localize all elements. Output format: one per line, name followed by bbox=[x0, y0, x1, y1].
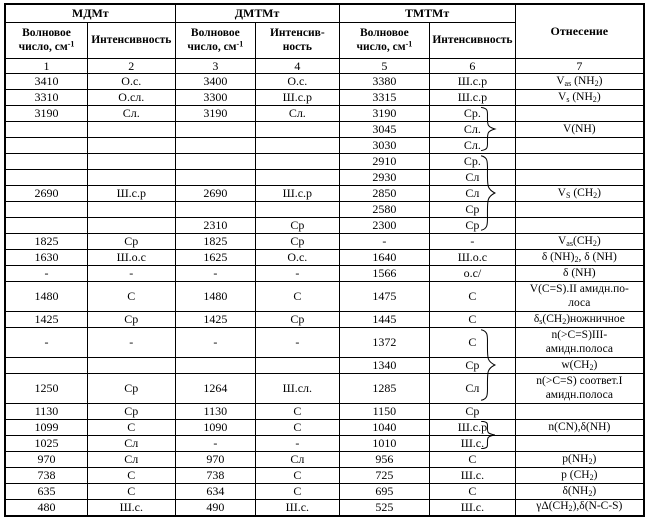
table-cell: 3190 bbox=[5, 106, 88, 122]
table-row bbox=[5, 266, 644, 282]
assignment-cell: $V_{as}(CH_2)$ bbox=[515, 234, 644, 250]
table-cell bbox=[88, 202, 176, 218]
column-numbers-row bbox=[5, 59, 644, 74]
table-cell: 1150 bbox=[339, 404, 430, 420]
table-cell bbox=[175, 154, 256, 170]
table-cell: С bbox=[256, 420, 340, 436]
table-cell: 1825 bbox=[5, 234, 88, 250]
table-cell: 525 bbox=[339, 500, 430, 516]
table-cell: 1475 bbox=[339, 282, 430, 312]
table-cell: Ср. bbox=[430, 106, 516, 122]
table-cell: Ш.с.р bbox=[430, 90, 516, 106]
table-cell: Ш.с. bbox=[430, 436, 516, 452]
table-row bbox=[5, 282, 644, 312]
assignment-cell bbox=[515, 170, 644, 186]
column-header-1: Волновое число, $см^{-1}$ bbox=[5, 23, 88, 59]
table-cell bbox=[5, 122, 88, 138]
table-cell: Сл. bbox=[256, 106, 340, 122]
table-cell: 480 bbox=[5, 500, 88, 516]
column-number-1: 1 bbox=[5, 59, 88, 74]
table-cell: С bbox=[88, 282, 176, 312]
table-cell: Ш.с. bbox=[256, 500, 340, 516]
assignment-cell: $\gamma\Delta(CH_2),\delta(N-C-S)$ bbox=[515, 500, 644, 516]
table-cell: Сл. bbox=[430, 122, 516, 138]
table-cell: - bbox=[88, 328, 176, 358]
table-cell: Ср bbox=[430, 358, 516, 374]
table-cell: 970 bbox=[175, 452, 256, 468]
table-cell: С bbox=[88, 484, 176, 500]
table-cell: 2910 bbox=[339, 154, 430, 170]
assignment-cell: $p(NH_2)$ bbox=[515, 452, 644, 468]
column-header-5: Волновое число, $см^{-1}$ bbox=[339, 23, 430, 59]
table-cell: С bbox=[88, 420, 176, 436]
table-row bbox=[5, 250, 644, 266]
table-cell: Сл bbox=[430, 374, 516, 404]
table-cell: Сл bbox=[430, 186, 516, 202]
assignment-cell: n(CN),δ(NH) bbox=[515, 420, 644, 436]
table-cell bbox=[5, 218, 88, 234]
table-cell: 1625 bbox=[175, 250, 256, 266]
table-row bbox=[5, 186, 644, 202]
table-cell: 1010 bbox=[339, 436, 430, 452]
table-cell: Ср bbox=[256, 218, 340, 234]
table-cell: Сл bbox=[430, 170, 516, 186]
table-cell: - bbox=[256, 328, 340, 358]
table-cell bbox=[175, 122, 256, 138]
table-cell: С bbox=[88, 468, 176, 484]
table-row bbox=[5, 74, 644, 90]
column-number-4: 4 bbox=[256, 59, 340, 74]
table-cell: 3030 bbox=[339, 138, 430, 154]
table-row bbox=[5, 484, 644, 500]
table-cell: 725 bbox=[339, 468, 430, 484]
table-cell: 3310 bbox=[5, 90, 88, 106]
table-cell: О.с. bbox=[88, 74, 176, 90]
group-header-1: МДМт bbox=[5, 4, 175, 23]
assignment-cell: δ (NH) bbox=[515, 266, 644, 282]
table-row bbox=[5, 452, 644, 468]
group-header-2: ДМТМт bbox=[175, 4, 339, 23]
table-cell bbox=[5, 138, 88, 154]
assignment-cell: n(>C=S)III- амидн.полоса bbox=[515, 328, 644, 358]
table-cell bbox=[256, 202, 340, 218]
table-row bbox=[5, 90, 644, 106]
table-cell: 970 bbox=[5, 452, 88, 468]
table-cell bbox=[256, 122, 340, 138]
table-cell bbox=[256, 358, 340, 374]
column-header-3: Волновое число, $см^{-1}$ bbox=[175, 23, 256, 59]
table-cell bbox=[5, 358, 88, 374]
table-cell: 1640 bbox=[339, 250, 430, 266]
assignment-cell: $\delta_s(CH_2)ножничное$ bbox=[515, 312, 644, 328]
table-cell: 2850 bbox=[339, 186, 430, 202]
assignment-cell: $w(CH_2)$ bbox=[515, 358, 644, 374]
table-cell: - bbox=[5, 266, 88, 282]
table-cell: 1630 bbox=[5, 250, 88, 266]
table-row bbox=[5, 154, 644, 170]
table-cell: 1250 bbox=[5, 374, 88, 404]
table-cell: Ср. bbox=[430, 154, 516, 170]
table-cell: 956 bbox=[339, 452, 430, 468]
table-cell: - bbox=[175, 328, 256, 358]
table-cell: 1445 bbox=[339, 312, 430, 328]
table-row bbox=[5, 358, 644, 374]
table-cell: Ср bbox=[430, 218, 516, 234]
table-cell bbox=[175, 358, 256, 374]
table-cell: 1425 bbox=[5, 312, 88, 328]
table-row bbox=[5, 328, 644, 358]
column-number-3: 3 bbox=[175, 59, 256, 74]
table-cell: Ср bbox=[88, 234, 176, 250]
table-cell bbox=[5, 154, 88, 170]
column-header-4: Интенсив- ность bbox=[256, 23, 340, 59]
table-cell: 738 bbox=[175, 468, 256, 484]
table-cell: 3190 bbox=[175, 106, 256, 122]
table-cell bbox=[88, 218, 176, 234]
table-cell: - bbox=[175, 266, 256, 282]
assignment-cell: p $(CH_2)$ bbox=[515, 468, 644, 484]
assignment-cell bbox=[515, 404, 644, 420]
table-cell: 1340 bbox=[339, 358, 430, 374]
table-cell: С bbox=[256, 404, 340, 420]
table-cell: Ш.с.р bbox=[256, 90, 340, 106]
table-cell: 634 bbox=[175, 484, 256, 500]
assignment-cell: $V_S$ $(CH_2)$ bbox=[515, 186, 644, 202]
table-cell: Ср bbox=[256, 312, 340, 328]
table-cell: 3190 bbox=[339, 106, 430, 122]
table-cell: 3410 bbox=[5, 74, 88, 90]
table-cell: - bbox=[88, 266, 176, 282]
assignment-cell: $V_s$ $(NH_2)$ bbox=[515, 90, 644, 106]
table-cell: С bbox=[430, 484, 516, 500]
table-cell: Ср bbox=[88, 404, 176, 420]
table-cell: 2930 bbox=[339, 170, 430, 186]
table-cell: 2690 bbox=[5, 186, 88, 202]
column-header-2: Интенсивность bbox=[88, 23, 176, 59]
table-cell: Ш.с.р bbox=[430, 74, 516, 90]
table-cell bbox=[88, 138, 176, 154]
table-cell: Ср bbox=[88, 374, 176, 404]
table-cell bbox=[256, 138, 340, 154]
table-cell: 1130 bbox=[5, 404, 88, 420]
table-cell: Ср bbox=[430, 202, 516, 218]
table-cell: С bbox=[256, 468, 340, 484]
table-row bbox=[5, 202, 644, 218]
group-header-row bbox=[5, 4, 644, 23]
table-cell: Ш.с.р bbox=[88, 186, 176, 202]
table-cell: 1130 bbox=[175, 404, 256, 420]
table-cell: Ш.с. bbox=[88, 500, 176, 516]
table-cell: О.сл. bbox=[88, 90, 176, 106]
table-cell: Сл bbox=[88, 452, 176, 468]
table-row bbox=[5, 404, 644, 420]
table-cell: Сл. bbox=[430, 138, 516, 154]
column-number-2: 2 bbox=[88, 59, 176, 74]
table-cell bbox=[88, 170, 176, 186]
table-cell bbox=[256, 170, 340, 186]
table-cell: Ср bbox=[430, 404, 516, 420]
table-cell: о.с/ bbox=[430, 266, 516, 282]
spectra-table-wrapper bbox=[4, 3, 648, 517]
table-header bbox=[5, 4, 644, 74]
assignment-cell bbox=[515, 202, 644, 218]
table-cell: 695 bbox=[339, 484, 430, 500]
table-row bbox=[5, 468, 644, 484]
table-row bbox=[5, 374, 644, 404]
table-cell: 2300 bbox=[339, 218, 430, 234]
table-cell: С bbox=[430, 328, 516, 358]
table-cell: 1099 bbox=[5, 420, 88, 436]
table-cell: Ш.о.с bbox=[430, 250, 516, 266]
table-cell: 3315 bbox=[339, 90, 430, 106]
column-header-6: Интенсивность bbox=[430, 23, 516, 59]
table-cell: 2580 bbox=[339, 202, 430, 218]
table-cell: - bbox=[256, 266, 340, 282]
assignment-cell: $V_{as}$ $(NH_2)$ bbox=[515, 74, 644, 90]
table-cell: 1480 bbox=[175, 282, 256, 312]
assignment-cell bbox=[515, 106, 644, 122]
table-row bbox=[5, 218, 644, 234]
table-cell: О.с. bbox=[256, 250, 340, 266]
table-cell: 490 bbox=[175, 500, 256, 516]
table-cell bbox=[88, 358, 176, 374]
assignment-cell: n(>C=S) соответ.I амидн.полоса bbox=[515, 374, 644, 404]
table-cell: - bbox=[339, 234, 430, 250]
assignment-header: Отнесение bbox=[515, 4, 644, 59]
table-cell bbox=[5, 170, 88, 186]
table-cell: - bbox=[430, 234, 516, 250]
table-cell: О.с. bbox=[256, 74, 340, 90]
table-cell: 2690 bbox=[175, 186, 256, 202]
column-number-7: 7 bbox=[515, 59, 644, 74]
table-row bbox=[5, 312, 644, 328]
table-cell: 1040 bbox=[339, 420, 430, 436]
table-cell: Ш.о.с bbox=[88, 250, 176, 266]
column-number-5: 5 bbox=[339, 59, 430, 74]
table-cell: - bbox=[256, 436, 340, 452]
table-cell: Ср bbox=[88, 312, 176, 328]
table-cell bbox=[88, 154, 176, 170]
assignment-cell bbox=[515, 138, 644, 154]
table-cell: 1825 bbox=[175, 234, 256, 250]
table-cell: Ш.с. bbox=[430, 500, 516, 516]
table-cell bbox=[175, 138, 256, 154]
table-cell: 1372 bbox=[339, 328, 430, 358]
table-cell: Сл bbox=[256, 452, 340, 468]
table-cell: 1025 bbox=[5, 436, 88, 452]
table-cell: 738 bbox=[5, 468, 88, 484]
assignment-cell: V(C=S).II амидн.по- лоса bbox=[515, 282, 644, 312]
assignment-cell: $\delta(NH_2)$ bbox=[515, 484, 644, 500]
table-cell: 1425 bbox=[175, 312, 256, 328]
table-cell: 3045 bbox=[339, 122, 430, 138]
table-cell: Ш.сл. bbox=[256, 374, 340, 404]
table-cell: - bbox=[175, 436, 256, 452]
group-header-3: ТМТМт bbox=[339, 4, 515, 23]
table-cell: 1090 bbox=[175, 420, 256, 436]
table-body bbox=[5, 74, 644, 516]
table-cell: Ср bbox=[256, 234, 340, 250]
table-cell: 1480 bbox=[5, 282, 88, 312]
table-row bbox=[5, 500, 644, 516]
table-cell bbox=[88, 122, 176, 138]
table-cell: Ш.с. bbox=[430, 468, 516, 484]
table-cell: 1566 bbox=[339, 266, 430, 282]
table-cell: С bbox=[256, 484, 340, 500]
table-cell: 635 bbox=[5, 484, 88, 500]
table-cell: С bbox=[430, 282, 516, 312]
table-cell: 3400 bbox=[175, 74, 256, 90]
assignment-cell bbox=[515, 436, 644, 452]
table-row bbox=[5, 170, 644, 186]
column-number-6: 6 bbox=[430, 59, 516, 74]
assignment-cell bbox=[515, 154, 644, 170]
table-row bbox=[5, 138, 644, 154]
table-cell bbox=[256, 154, 340, 170]
table-cell bbox=[5, 202, 88, 218]
table-cell: - bbox=[5, 328, 88, 358]
assignment-cell: V(NH) bbox=[515, 122, 644, 138]
table-row bbox=[5, 106, 644, 122]
table-row bbox=[5, 122, 644, 138]
table-row bbox=[5, 436, 644, 452]
table-cell: 2310 bbox=[175, 218, 256, 234]
assignment-cell bbox=[515, 218, 644, 234]
table-cell: С bbox=[430, 312, 516, 328]
ir-spectra-table bbox=[4, 3, 645, 517]
table-cell: Ш.с.р bbox=[430, 420, 516, 436]
table-row bbox=[5, 420, 644, 436]
table-cell bbox=[175, 170, 256, 186]
table-cell: Ш.с.р bbox=[256, 186, 340, 202]
table-cell: 1264 bbox=[175, 374, 256, 404]
table-cell: Сл. bbox=[88, 106, 176, 122]
table-row bbox=[5, 234, 644, 250]
table-cell: Сл bbox=[88, 436, 176, 452]
table-cell: С bbox=[430, 452, 516, 468]
table-cell: 3380 bbox=[339, 74, 430, 90]
table-cell: 1285 bbox=[339, 374, 430, 404]
table-cell bbox=[175, 202, 256, 218]
assignment-cell: δ $(NH)_2$, δ (NH) bbox=[515, 250, 644, 266]
table-cell: 3300 bbox=[175, 90, 256, 106]
table-cell: С bbox=[256, 282, 340, 312]
